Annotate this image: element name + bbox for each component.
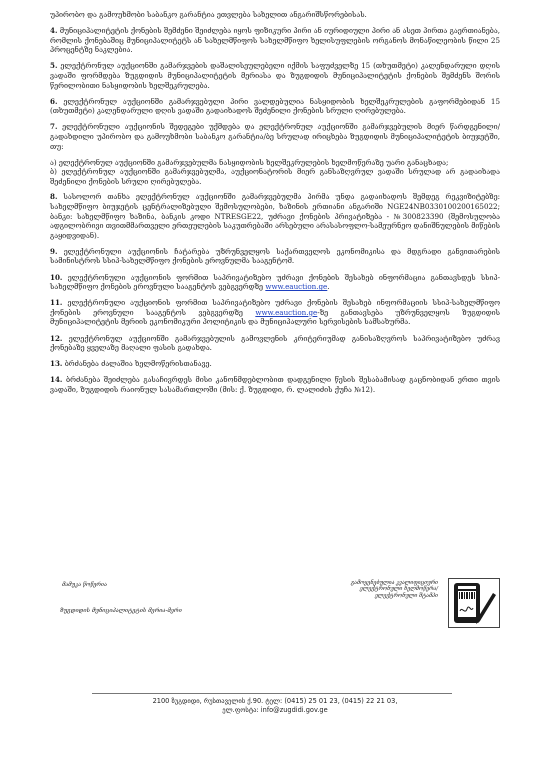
paragraph-14: 14. ბრძანება შეიძლება გასაჩივრდეს მისი კანონმდებლობით დადგენილი წესის შესაბამისად გაცნობიდან ერთი თვის ვადაში, ზუგდიდის რაიონულ სასამართლოში (მის: ქ. ზუგდიდი, რ. ლალიძის ქუჩა №12).	[50, 375, 500, 394]
e-signature-tablet-icon	[448, 578, 500, 628]
paragraph-4: 4. მუნიციპალიტეტის ქონების შემძენი შეიძლება იყოს ფიზიკური პირი ან იურიდიული პირი ან ასეთ პირთა გაერთიანება, რომლის ქონებაშიც მუნიციპალიტეტს ან სახელმწიფოს სახელმწიფო ხელისუფლების ორგანოს მონაწილეობის წილი 25 პროცენტზე ნაკლებია.	[50, 26, 500, 55]
paragraph-number: 14.	[50, 375, 63, 385]
document-body	[50, 10, 500, 401]
signer-position: ზუგდიდის მუნიციპალიტეტის მერია-მერი	[60, 608, 182, 614]
footer-divider	[92, 693, 452, 694]
paragraph-5: 5. ელექტრონულ აუქციონში გამარჯვების დაშალისეულებელი იქმის საფუძველზე 15 (თხუთმეტი) კალენდარული დღის ვადაში ფორმდება ზუგდიდის მუნიციპალიტეტის მერიასა და ზუგდიდის მუნიციპალიტეტის ქონების შემძენს შორის წერილობითი ნასყიდობის ხელშეკრულება.	[50, 61, 500, 90]
paragraph-number: 6.	[50, 96, 58, 106]
subitem-b: ბ) ელექტრონულ აუქციონში გამარჯვებულმა, აუქციონატორის მიერ განსაზღვრულ ვადაში სრულად არ გადაიხადა შეძენილი ქონების სრული ღირებულება.	[50, 167, 500, 186]
eauction-link[interactable]: www.eauction.ge	[265, 282, 328, 292]
signer-name: მამუკა წოწერია	[62, 582, 107, 588]
footer-address: 2100 ზუგდიდი, რუსთაველის ქ.90. ტელ: (0415) 25 01 23, (0415) 22 21 03,	[152, 697, 398, 705]
paragraph-13: 13. ბრძანება ძალაშია ხელმოწერისთანავე.	[50, 359, 212, 369]
paragraph-7: 7. ელექტრონული აუქციონის შედეგები უქმდება და ელექტრონულ აუქციონში გამარჯვებულის მიერ წარდგენილი/გადახდილი უპირობო და გამოუხმობი საბანკო გარანტია/ბე სრულად ირიცხება ზუგდიდის მუნიციპალიტეტის ბიუჯეტში, თუ:	[50, 122, 500, 151]
paragraph-number: 8.	[50, 192, 58, 202]
paragraph-number: 9.	[50, 246, 58, 256]
footer	[50, 697, 500, 715]
paragraph-number: 5.	[50, 61, 58, 71]
paragraph-6: 6. ელექტრონულ აუქციონში გამარჯვებული პირი ვალდებულია ნასყიდობის ხელშეკრულების გაფორმებიდან 15 (თხუთმეტი) კალენდარული დღის ვადაში გადაიხადოს შეძენილი ქონების სრული ღირებულება.	[50, 96, 500, 116]
paragraph-intro: უპირობო და გამოუხმობი საბანკო გარანტია ეთვლება სახელით ანგარიშსწორებისას.	[50, 10, 367, 19]
e-signature-note: გამოყენებულია კვალიფიციური ელექტრონული ხელმოწერა/ ელექტრონული შტამპი	[351, 580, 438, 599]
footer-email: ელ.ფოსტა: info@zugdidi.gov.ge	[222, 706, 328, 714]
subitem-a: ა) ელექტრონულ აუქციონში გამარჯვებულმა ნასყიდობის ხელშეკრულების ხელმოწერაზე უარი განაცხადა;	[50, 157, 449, 167]
paragraph-number: 13.	[50, 359, 63, 369]
paragraph-11: 11. ელექტრონული აუქციონის ფორმით საპრივატიზებო უძრავი ქონების შესახებ ინფორმაციის სსიპ-სახელმწიფო ქონების ეროვნული სააგენტოს ვებგვერდზე www.eauction.ge-ზე განთავსება უზრუნველყოს ზუგდიდის მუნიციპალიტეტის მერიის ეკონომიკური პოლიტიკის და მუნიციპალური სერვისების სამსახურმა.	[50, 298, 500, 327]
paragraph-number: 10.	[50, 272, 63, 282]
paragraph-number: 11.	[50, 298, 63, 308]
paragraph-12: 12. ელექტრონულ აუქციონში გამარჯვებულის გამოვლენის კრიტერიუმად განისაზღვროს საპრივატიზებო უძრავ ქონებაზე ყველაზე მაღალი ფასის გადახდა.	[50, 333, 500, 353]
paragraph-number: 4.	[50, 26, 58, 36]
paragraph-10: 10. ელექტრონული აუქციონის ფორმით საპრივატიზებო უძრავი ქონების შესახებ ინფორმაცია განთავსდეს სსიპ-სახელმწიფო ქონების ეროვნული სააგენტოს ვებგვერდზე www.eauction.ge.	[50, 272, 500, 292]
paragraph-number: 7.	[50, 122, 58, 132]
eauction-link[interactable]: www.eauction.ge	[255, 307, 318, 317]
paragraph-8: 8. სასოლორ თანხა ელექტრონულ აუქციონში გამარჯვებულმა პირმა უნდა გადაიხადოს შემდეგ რეკვიზიტებზე: სახელმწიფო ბიუჯეტის ცენტრალიზებული შემოსულობები, ხაზინის ერთიანი ანგარიში NGE24NB0330100200165022; ბანკი: სახელმწიფო ხაზინა, ბანკის კოდი NTRESGE22, უძრავი ქონების პრივატიზება - №300823390 (შემოსულობა ადგილობრივი თვითმმართველი ერთეულების საკუთრებაში არსებული არასასოფლო-სამეურნეო დანიშნულების მიწების გაყიდვიდან).	[50, 192, 500, 240]
paragraph-7-subitems	[50, 158, 500, 187]
paragraph-number: 12.	[50, 333, 63, 343]
signature-block	[50, 578, 500, 640]
paragraph-9: 9. ელექტრონული აუქციონის ჩატარება უზრუნველყოს საქართველოს ეკონომიკისა და მდგრადი განვითარების სამინისტროს სსიპ-სახელმწიფო ქონების ეროვნულმა სააგენტომ.	[50, 246, 500, 266]
